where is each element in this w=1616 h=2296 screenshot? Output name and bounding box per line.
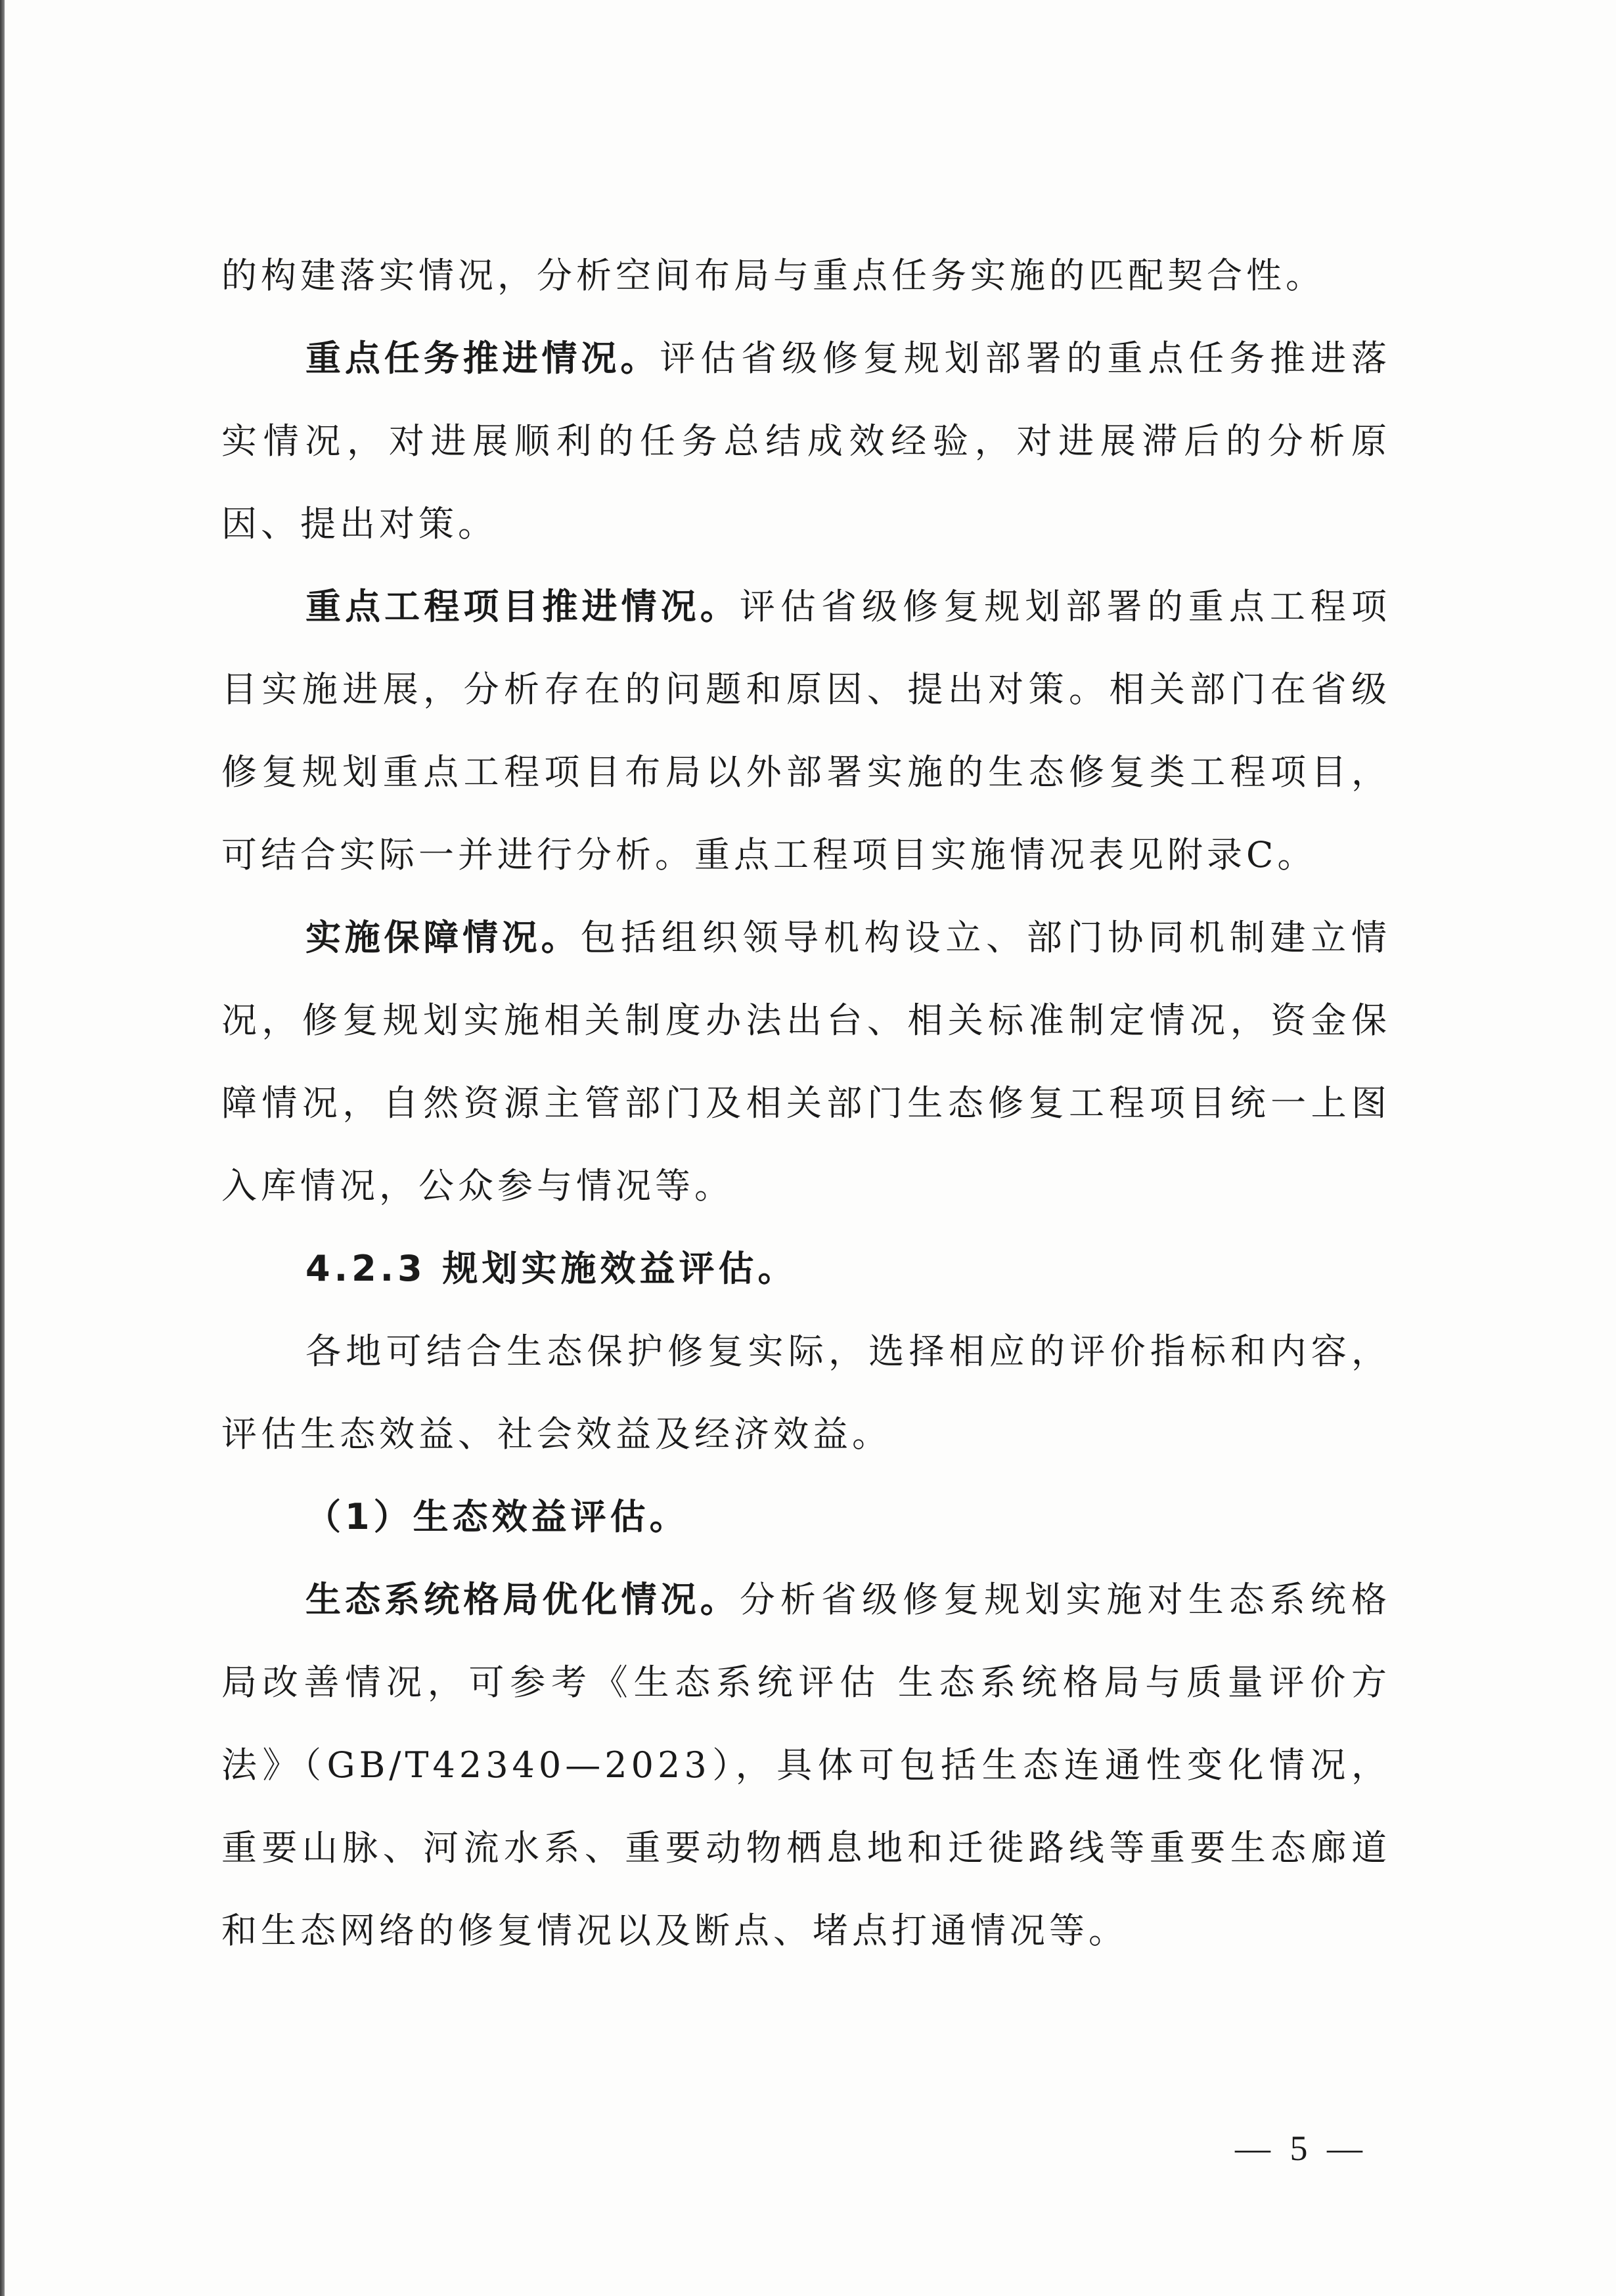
scan-edge-line — [0, 0, 5, 2296]
paragraph-text: 分析省级修复规划实施对生态系统格局改善情况，可参考《生态系统评估 生态系统格局与质量评价方法》（GB/T42340—2023），具体可包括生态连通性变化情况，重要山脉、河流水系、重要动物栖息地和迁徙路线等重要生态廊道和生态网络的修复情况以及断点、堵点打通情况等。 — [221, 1579, 1391, 1951]
paragraph-continuation — [221, 234, 1391, 317]
paragraph-ecosystem-pattern — [221, 1558, 1391, 1972]
paragraph-implementation-guarantee — [221, 896, 1391, 1227]
paragraph-text: 评估省级修复规划部署的重点工程项目实施进展，分析存在的问题和原因、提出对策。相关部门在省级修复规划重点工程项目布局以外部署实施的生态修复类工程项目，可结合实际一并进行分析。重点工程项目实施情况表见附录C。 — [221, 586, 1391, 875]
sub-heading: （1）生态效益评估。 — [305, 1496, 689, 1537]
paragraph-key-tasks — [221, 317, 1391, 565]
document-body — [221, 234, 1391, 1972]
paragraph-text: 包括组织领导机构设立、部门协同机制建立情况，修复规划实施相关制度办法出台、相关标准制定情况，资金保障情况，自然资源主管部门及相关部门生态修复工程项目统一上图入库情况，公众参与情况等。 — [221, 917, 1391, 1206]
paragraph-text: 的构建落实情况，分析空间布局与重点任务实施的匹配契合性。 — [221, 255, 1325, 296]
paragraph-lead: 实施保障情况。 — [305, 917, 581, 958]
page-number: — 5 — — [1235, 2129, 1368, 2168]
paragraph-lead: 生态系统格局优化情况。 — [305, 1579, 740, 1620]
paragraph-lead: 重点工程项目推进情况。 — [305, 586, 740, 627]
section-intro: 各地可结合生态保护修复实际，选择相应的评价指标和内容，评估生态效益、社会效益及经济效益。 — [221, 1331, 1391, 1455]
paragraph-text: 评估省级修复规划部署的重点任务推进落实情况，对进展顺利的任务总结成效经验，对进展滞后的分析原因、提出对策。 — [221, 338, 1391, 544]
paragraph-lead: 重点任务推进情况。 — [305, 338, 660, 379]
section-heading: 4.2.3 规划实施效益评估。 — [305, 1248, 797, 1289]
paragraph-key-projects — [221, 565, 1391, 896]
